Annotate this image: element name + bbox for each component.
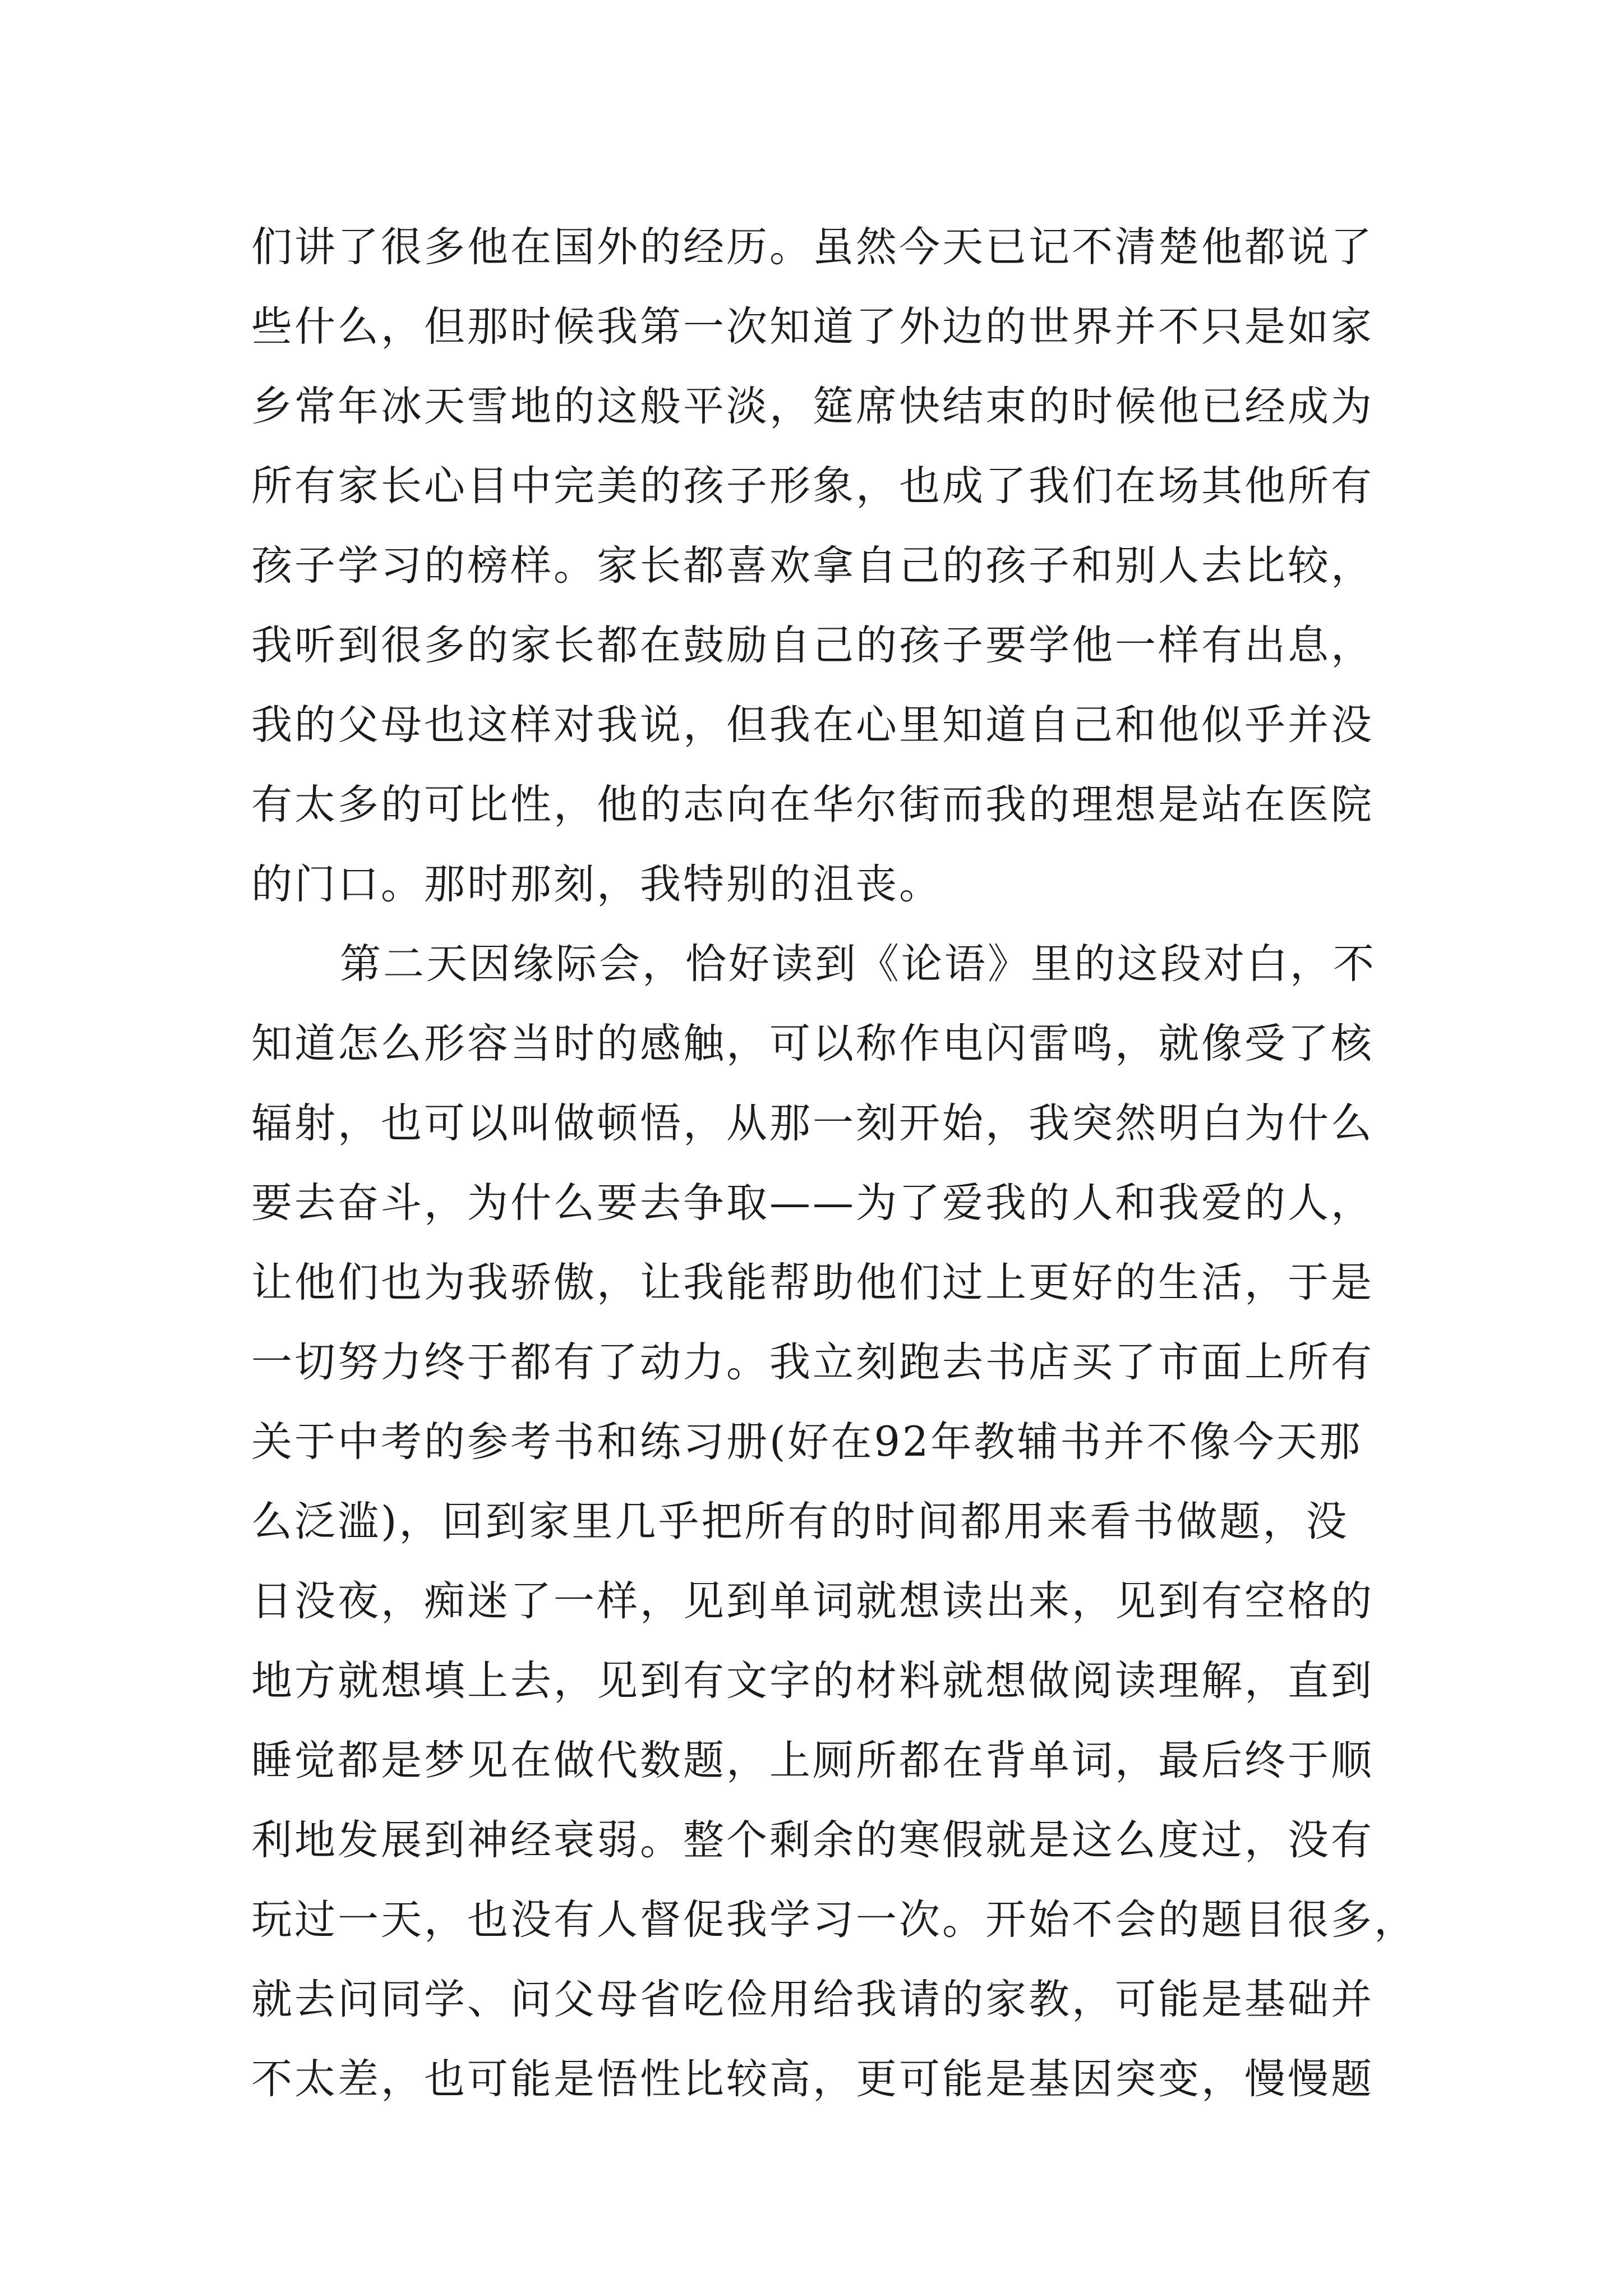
text-line: 我的父母也这样对我说，但我在心里知道自己和他似乎并没: [251, 701, 1374, 749]
text-line: 乡常年冰天雪地的这般平淡，筵席快结束的时候他已经成为: [251, 383, 1374, 430]
text-line: 不太差，也可能是悟性比较高，更可能是基因突变，慢慢题: [251, 2055, 1374, 2103]
text-line: 么泛滥)，回到家里几乎把所有的时间都用来看书做题，没: [251, 1498, 1349, 1545]
text-line: 的门口。那时那刻，我特别的沮丧。: [251, 861, 942, 908]
text-line: 睡觉都是梦见在做代数题，上厕所都在背单词，最后终于顺: [251, 1737, 1374, 1784]
text-line: 们讲了很多他在国外的经历。虽然今天已记不清楚他都说了: [251, 223, 1374, 271]
text-line: 关于中考的参考书和练习册(好在92年教辅书并不像今天那: [251, 1418, 1363, 1466]
text-line: 一切努力终于都有了动力。我立刻跑去书店买了市面上所有: [251, 1338, 1374, 1386]
text-line: 知道怎么形容当时的感触，可以称作电闪雷鸣，就像受了核: [251, 1020, 1374, 1068]
text-line: 第二天因缘际会，恰好读到《论语》里的这段对白，不: [340, 940, 1376, 988]
body-text: [251, 208, 1417, 2119]
text-line: 有太多的可比性，他的志向在华尔街而我的理想是站在医院: [251, 781, 1374, 829]
text-line: 所有家长心目中完美的孩子形象，也成了我们在场其他所有: [251, 462, 1374, 510]
text-line: 些什么，但那时候我第一次知道了外边的世界并不只是如家: [251, 303, 1374, 351]
text-line: 孩子学习的榜样。家长都喜欢拿自己的孩子和别人去比较，: [251, 542, 1374, 590]
text-line: 让他们也为我骄傲，让我能帮助他们过上更好的生活，于是: [251, 1259, 1374, 1306]
text-line: 日没夜，痴迷了一样，见到单词就想读出来，见到有空格的: [251, 1577, 1374, 1625]
text-line: 我听到很多的家长都在鼓励自己的孩子要学他一样有出息，: [251, 622, 1374, 669]
text-line: 利地发展到神经衰弱。整个剩余的寒假就是这么度过，没有: [251, 1816, 1374, 1864]
text-line: 要去奋斗，为什么要去争取——为了爱我的人和我爱的人，: [251, 1179, 1374, 1227]
text-line: 辐射，也可以叫做顿悟，从那一刻开始，我突然明白为什么: [251, 1099, 1374, 1147]
text-line: 就去问同学、问父母省吃俭用给我请的家教，可能是基础并: [251, 1976, 1374, 2023]
text-line: 地方就想填上去，见到有文字的材料就想做阅读理解，直到: [251, 1657, 1374, 1705]
text-line: 玩过一天，也没有人督促我学习一次。开始不会的题目很多，: [251, 1896, 1417, 1944]
